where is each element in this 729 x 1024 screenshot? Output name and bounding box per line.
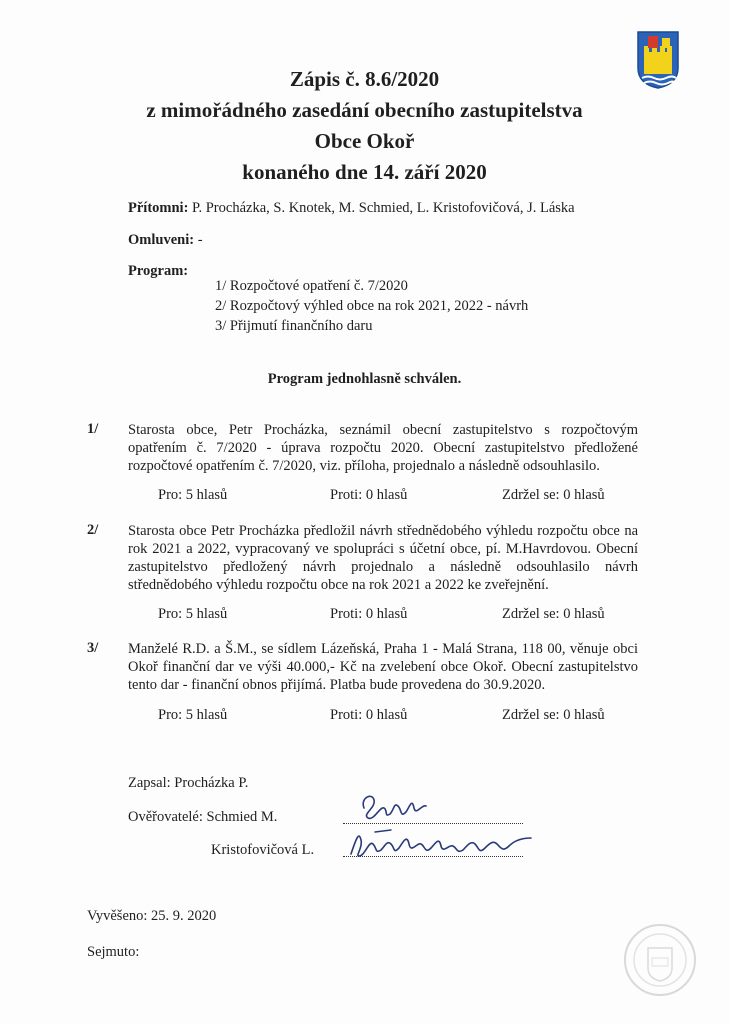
verifiers-label: Ověřovatelé: Schmied M. xyxy=(128,809,278,825)
point-2-number: 2/ xyxy=(87,522,99,538)
present-row xyxy=(128,200,575,217)
point-2-vote-for: Pro: 5 hlasů xyxy=(158,606,228,622)
point-1-vote-for: Pro: 5 hlasů xyxy=(158,487,228,503)
excused-value: - xyxy=(197,232,203,248)
program-approval: Program jednohlasně schválen. xyxy=(267,371,462,387)
excused-row xyxy=(128,232,203,249)
point-2-text xyxy=(128,522,638,594)
program-item-2: 2/ Rozpočtový výhled obce na rok 2021, 2022 - návrh xyxy=(215,298,529,314)
point-2-line: střednědobého výhledu rozpočtu obce na rok 2021 a 2022 ke zveřejnění. xyxy=(128,577,549,593)
point-1-text xyxy=(128,421,638,475)
point-1-vote-abstain: Zdržel se: 0 hlasů xyxy=(502,487,605,503)
point-3-text xyxy=(128,640,638,694)
signature-schmied-icon xyxy=(358,788,438,824)
posted-date: Vyvěšeno: 25. 9. 2020 xyxy=(87,908,217,924)
point-3-number: 3/ xyxy=(87,640,99,656)
point-1-line: rozpočtové opatřením č. 7/2020, viz. příloha, projednalo a následně odsouhlasilo. xyxy=(128,458,600,474)
excused-label: Omluveni: xyxy=(128,232,195,248)
point-2-line: Starosta obce Petr Procházka předložil návrh střednědobého výhledu rozpočtu obce na xyxy=(128,523,638,539)
document-title-line-2: z mimořádného zasedání obecního zastupitelstva xyxy=(146,98,583,122)
point-2-line: zastupitelstvo předložený návrh projednalo a následně odsouhlasilo návrh xyxy=(128,559,638,575)
point-3-vote-abstain: Zdržel se: 0 hlasů xyxy=(502,707,605,723)
document-title-line-3: Obce Okoř xyxy=(314,129,415,153)
document-title-line-4: konaného dne 14. září 2020 xyxy=(242,160,487,184)
program-item-1: 1/ Rozpočtové opatření č. 7/2020 xyxy=(215,278,408,294)
official-stamp-icon xyxy=(622,922,698,998)
point-1-line: Starosta obce, Petr Procházka, seznámil obecní zastupitelstvo s rozpočtovým xyxy=(128,422,638,438)
document-title-line-1: Zápis č. 8.6/2020 xyxy=(289,67,440,91)
point-1-vote-against: Proti: 0 hlasů xyxy=(330,487,408,503)
point-2-line: rok 2021 a 2022, vypracovaný ve spolupráci s účetní obce, pí. M.Havrdovou. Obecní xyxy=(128,541,638,557)
point-3-vote-for: Pro: 5 hlasů xyxy=(158,707,228,723)
point-3-line: tento dar - finanční obnos přijímá. Platba bude provedena do 30.9.2020. xyxy=(128,677,546,693)
signature-kristofovicova-icon xyxy=(347,826,537,862)
point-1-line: opatřením č. 7/2020 - úprava rozpočtu 2020. Obecní zastupitelstvo předložené xyxy=(128,440,638,456)
program-label: Program: xyxy=(128,263,189,279)
verifier-2-name: Kristofovičová L. xyxy=(211,842,315,858)
recorded-by: Zapsal: Procházka P. xyxy=(128,775,249,791)
point-3-line: Manželé R.D. a Š.M., se sídlem Lázeňská, Praha 1 - Malá Strana, 118 00, věnuje obci xyxy=(128,641,638,657)
program-item-3: 3/ Přijmutí finančního daru xyxy=(215,318,373,334)
present-value: P. Procházka, S. Knotek, M. Schmied, L. Kristofovičová, J. Láska xyxy=(192,200,575,216)
point-2-vote-abstain: Zdržel se: 0 hlasů xyxy=(502,606,605,622)
removed-date: Sejmuto: xyxy=(87,944,140,960)
point-1-number: 1/ xyxy=(87,421,99,437)
point-3-vote-against: Proti: 0 hlasů xyxy=(330,707,408,723)
point-3-line: Okoř finanční dar ve výši 40.000,- Kč na zvelebení obce Okoř. Obecní zastupitelstvo xyxy=(128,659,638,675)
point-2-vote-against: Proti: 0 hlasů xyxy=(330,606,408,622)
present-label: Přítomni: xyxy=(128,200,189,216)
